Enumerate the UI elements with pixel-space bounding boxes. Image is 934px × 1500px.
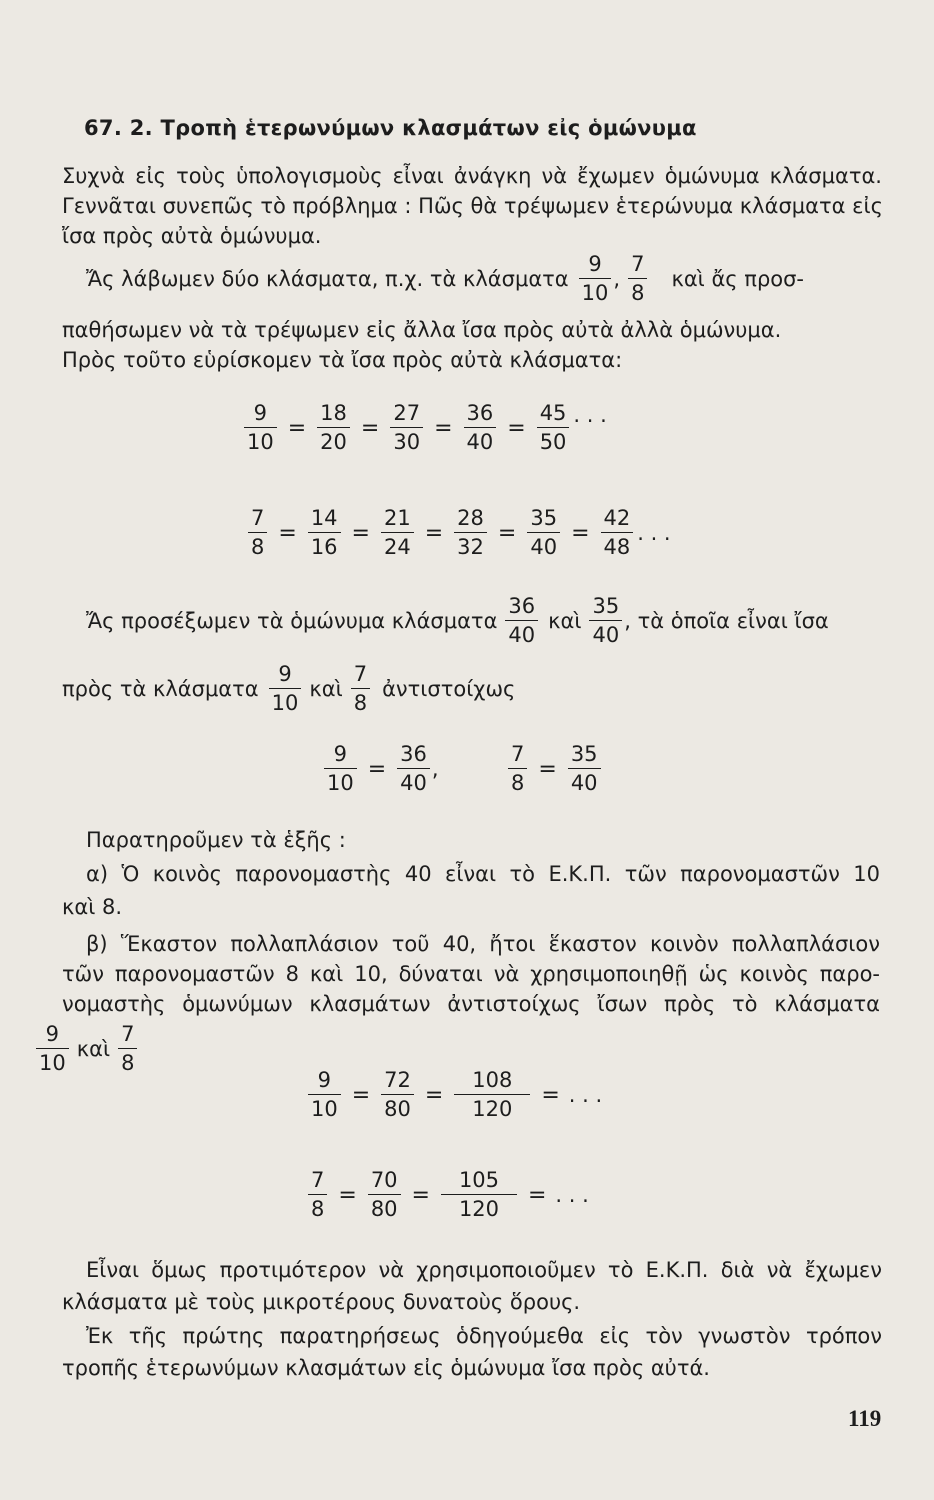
fraction-bar [269, 688, 302, 689]
denominator: 32 [457, 535, 484, 559]
fraction-9-10 [579, 254, 612, 304]
denominator: 120 [458, 1197, 500, 1221]
denominator: 40 [466, 430, 494, 454]
series3-fraction [308, 1070, 341, 1120]
denominator: 20 [320, 430, 347, 454]
numerator: 35 [592, 594, 620, 618]
denominator: 80 [370, 1197, 398, 1221]
numerator: 36 [466, 401, 494, 425]
fraction-bar [568, 768, 601, 769]
paragraph-1-line-3: ἴσα πρὸς αὐτὰ ὁμώνυμα. [62, 224, 322, 248]
numerator: 9 [278, 662, 292, 686]
equivalence-series-7-8-lcm [306, 1170, 589, 1220]
denominator: 10 [581, 281, 609, 305]
numerator: 7 [251, 506, 265, 530]
series2-fraction [381, 508, 414, 558]
paragraph-3-line-2 [62, 664, 515, 714]
numerator: 105 [458, 1168, 500, 1192]
paragraph-2-line-1 [86, 254, 804, 304]
paragraph-2-line-2: παθήσωμεν νὰ τὰ τρέψωμεν εἰς ἄλλα ἴσα πρὸς αὐτὰ ἀλλὰ ὁμώνυμα. [62, 318, 782, 342]
equals-sign: = [434, 415, 453, 441]
fraction-7-8 [628, 254, 647, 304]
equality-7-8-35-40 [506, 744, 603, 794]
denominator: 8 [353, 691, 368, 715]
paragraph-3-line-1 [86, 596, 829, 646]
numerator: 7 [511, 742, 525, 766]
numerator: 18 [320, 401, 347, 425]
denominator: 40 [592, 623, 620, 647]
denominator: 10 [39, 1051, 66, 1075]
denominator: 24 [383, 535, 411, 559]
fraction-bar [36, 1048, 69, 1049]
kai: καὶ [309, 677, 343, 701]
fraction-9-10 [269, 664, 302, 714]
equals-sign: = [507, 415, 526, 441]
fraction-9-10 [324, 744, 357, 794]
paragraph-4-line-1: Εἶναι ὅμως προτιμότερον νὰ χρησιμοποιοῦμεν τὸ Ε.Κ.Π. διὰ νὰ ἔχωμεν [86, 1258, 882, 1282]
numerator: 42 [603, 506, 631, 530]
series2-fraction [527, 508, 560, 558]
paragraph-2-start: Ἄς λάβωμεν δύο κλάσματα, π.χ. τὰ κλάσματα [86, 267, 569, 291]
numerator: 36 [400, 742, 427, 766]
equals-sign: = [527, 1182, 547, 1208]
equals-sign: = [424, 1082, 444, 1108]
fraction-bar [628, 278, 647, 279]
fraction-bar [368, 1194, 401, 1195]
fraction-7-8 [118, 1024, 137, 1074]
numerator: 7 [121, 1022, 135, 1046]
numerator: 9 [317, 1068, 332, 1092]
series2-fraction [308, 508, 341, 558]
denominator: 120 [472, 1097, 513, 1121]
fraction-bar [324, 768, 357, 769]
fraction-bar [244, 427, 277, 428]
numerator: 9 [45, 1022, 60, 1046]
equals-sign: = [411, 1182, 430, 1208]
numerator: 72 [384, 1068, 411, 1092]
fraction-bar [508, 768, 527, 769]
numerator: 7 [631, 252, 645, 276]
paragraph-5-line-2: τροπῆς ἑτερωνύμων κλασμάτων εἰς ὁμώνυμα ἴσα πρὸς αὐτά. [62, 1356, 710, 1380]
fraction-bar [527, 532, 560, 533]
equals-sign: = [367, 756, 387, 782]
denominator: 40 [400, 771, 427, 795]
ellipsis: . . . [555, 1183, 589, 1207]
equals-sign: = [351, 520, 370, 546]
fraction-bar [505, 620, 538, 621]
numerator: 9 [253, 401, 268, 425]
numerator: 35 [530, 506, 558, 530]
fraction-bar [390, 427, 423, 428]
series4-fraction [308, 1170, 327, 1220]
numerator: 21 [383, 506, 411, 530]
fraction-bar [589, 620, 622, 621]
beta-line-1: β) Ἕκαστον πολλαπλάσιον τοῦ 40, ἤτοι ἕκαστον κοινὸν πολλαπλάσιον [86, 932, 880, 956]
series1-fraction [244, 403, 277, 453]
kai: καὶ [76, 1037, 111, 1061]
denominator: 8 [311, 1197, 325, 1221]
denominator: 16 [310, 535, 338, 559]
observe-heading: Παρατηροῦμεν τὰ ἑξῆς : [86, 828, 346, 852]
equals-sign: = [497, 520, 517, 546]
equals-sign: = [278, 520, 297, 546]
kai: καὶ [548, 609, 582, 633]
fraction-bar [381, 532, 414, 533]
numerator: 70 [370, 1168, 398, 1192]
series1-fraction [464, 403, 497, 453]
ellipsis: . . . [568, 1083, 603, 1107]
denominator: 10 [247, 430, 274, 454]
fraction-35-40 [589, 596, 622, 646]
fraction-bar [308, 1094, 341, 1095]
denominator: 40 [570, 771, 598, 795]
paragraph-3-line-2-start: πρὸς τὰ κλάσματα [62, 677, 259, 701]
series4-fraction [441, 1170, 517, 1220]
equivalence-series-7-8 [246, 508, 671, 558]
numerator: 9 [588, 252, 602, 276]
series1-fraction [537, 403, 570, 453]
denominator: 10 [327, 771, 354, 795]
beta-line-4 [34, 1024, 139, 1074]
denominator: 40 [508, 623, 536, 647]
numerator: 45 [539, 401, 567, 425]
comma: , [431, 757, 439, 781]
fraction-bar [397, 768, 430, 769]
alpha-line-1: α) Ὁ κοινὸς παρονομαστὴς 40 εἶναι τὸ Ε.Κ.Π. τῶν παρονομαστῶν 10 [86, 862, 880, 886]
denominator: 40 [530, 535, 558, 559]
fraction-bar [464, 427, 497, 428]
fraction-bar [308, 532, 341, 533]
numerator: 27 [393, 401, 421, 425]
equals-sign: = [338, 1182, 357, 1208]
fraction-9-10 [36, 1024, 69, 1074]
paragraph-3-line-2-end: ἀντιστοίχως [382, 677, 516, 701]
equals-sign: = [287, 415, 307, 441]
fraction-36-40 [397, 744, 430, 794]
ellipsis: . . . [573, 403, 607, 427]
page-number: 119 [848, 1406, 882, 1431]
denominator: 10 [271, 691, 299, 715]
series1-fraction [390, 403, 423, 453]
fraction-7-8 [508, 744, 527, 794]
fraction-bar [454, 1094, 530, 1095]
paragraph-1-line-1: Συχνὰ εἰς τοὺς ὑπολογισμοὺς εἶναι ἀνάγκη νὰ ἔχωμεν ὁμώνυμα κλάσματα. [62, 164, 882, 188]
denominator: 8 [631, 281, 645, 305]
paragraph-1-line-2: Γεννᾶται συνεπῶς τὸ πρόβλημα : Πῶς θὰ τρέψωμεν ἑτερώνυμα κλάσματα εἰς [62, 194, 883, 218]
paragraph-3-start: Ἄς προσέξωμεν τὰ ὁμώνυμα κλάσματα [86, 609, 498, 633]
fraction-bar [248, 532, 267, 533]
equals-sign: = [541, 1082, 560, 1108]
paragraph-3-end: , τὰ ὁποῖα εἶναι ἴσα [624, 609, 829, 633]
denominator: 48 [603, 535, 631, 559]
numerator: 14 [310, 506, 338, 530]
numerator: 9 [333, 742, 348, 766]
equals-sign: = [538, 756, 557, 782]
fraction-35-40 [568, 744, 601, 794]
fraction-bar [441, 1194, 517, 1195]
denominator: 8 [511, 771, 525, 795]
fraction-36-40 [505, 596, 538, 646]
paragraph-2-end: καὶ ἄς προσ- [671, 267, 805, 291]
numerator: 28 [457, 506, 484, 530]
comma: , [613, 267, 621, 291]
series2-fraction [601, 508, 634, 558]
fraction-bar [537, 427, 570, 428]
denominator: 8 [251, 535, 265, 559]
equals-sign: = [571, 520, 590, 546]
equals-sign: = [351, 1082, 371, 1108]
denominator: 50 [539, 430, 567, 454]
numerator: 108 [472, 1068, 513, 1092]
fraction-bar [381, 1094, 414, 1095]
ellipsis: . . . [637, 521, 671, 545]
numerator: 7 [353, 662, 368, 686]
series3-fraction [381, 1070, 414, 1120]
series2-fraction [454, 508, 487, 558]
paragraph-2-line-3: Πρὸς τοῦτο εὑρίσκομεν τὰ ἴσα πρὸς αὐτὰ κλάσματα: [62, 348, 623, 372]
beta-line-2: τῶν παρονομαστῶν 8 καὶ 10, δύναται νὰ χρησιμοποιηθῇ ὡς κοινὸς παρο- [62, 962, 880, 986]
equality-9-10-36-40 [322, 744, 439, 794]
denominator: 80 [384, 1097, 411, 1121]
paragraph-4-line-2: κλάσματα μὲ τοὺς μικροτέρους δυνατοὺς ὅρους. [62, 1290, 581, 1314]
series4-fraction [368, 1170, 401, 1220]
fraction-bar [308, 1194, 327, 1195]
alpha-line-2: καὶ 8. [62, 895, 123, 919]
fraction-bar [579, 278, 612, 279]
beta-line-3: νομαστὴς ὁμωνύμων κλασμάτων ἀντιστοίχως ἴσων πρὸς τὸ κλάσματα [62, 992, 880, 1016]
series3-fraction [454, 1070, 530, 1120]
fraction-bar [454, 532, 487, 533]
fraction-bar [317, 427, 350, 428]
denominator: 8 [121, 1051, 135, 1075]
numerator: 35 [570, 742, 598, 766]
equals-sign: = [424, 520, 444, 546]
denominator: 30 [393, 430, 421, 454]
fraction-bar [601, 532, 634, 533]
fraction-bar [118, 1048, 137, 1049]
equals-sign: = [360, 415, 380, 441]
denominator: 10 [311, 1097, 338, 1121]
paragraph-5-line-1: Ἐκ τῆς πρώτης παρατηρήσεως ὁδηγούμεθα εἰς τὸν γνωστὸν τρόπον [86, 1324, 882, 1348]
fraction-bar [351, 688, 370, 689]
fraction-7-8 [351, 664, 370, 714]
series1-fraction [317, 403, 350, 453]
equivalence-series-9-10 [242, 403, 607, 453]
equivalence-series-9-10-lcm [306, 1070, 602, 1120]
numerator: 7 [311, 1168, 325, 1192]
series2-fraction [248, 508, 267, 558]
numerator: 36 [508, 594, 536, 618]
section-heading: 67. 2. Τροπὴ ἑτερωνύμων κλασμάτων εἰς ὁμώνυμα [84, 116, 697, 140]
